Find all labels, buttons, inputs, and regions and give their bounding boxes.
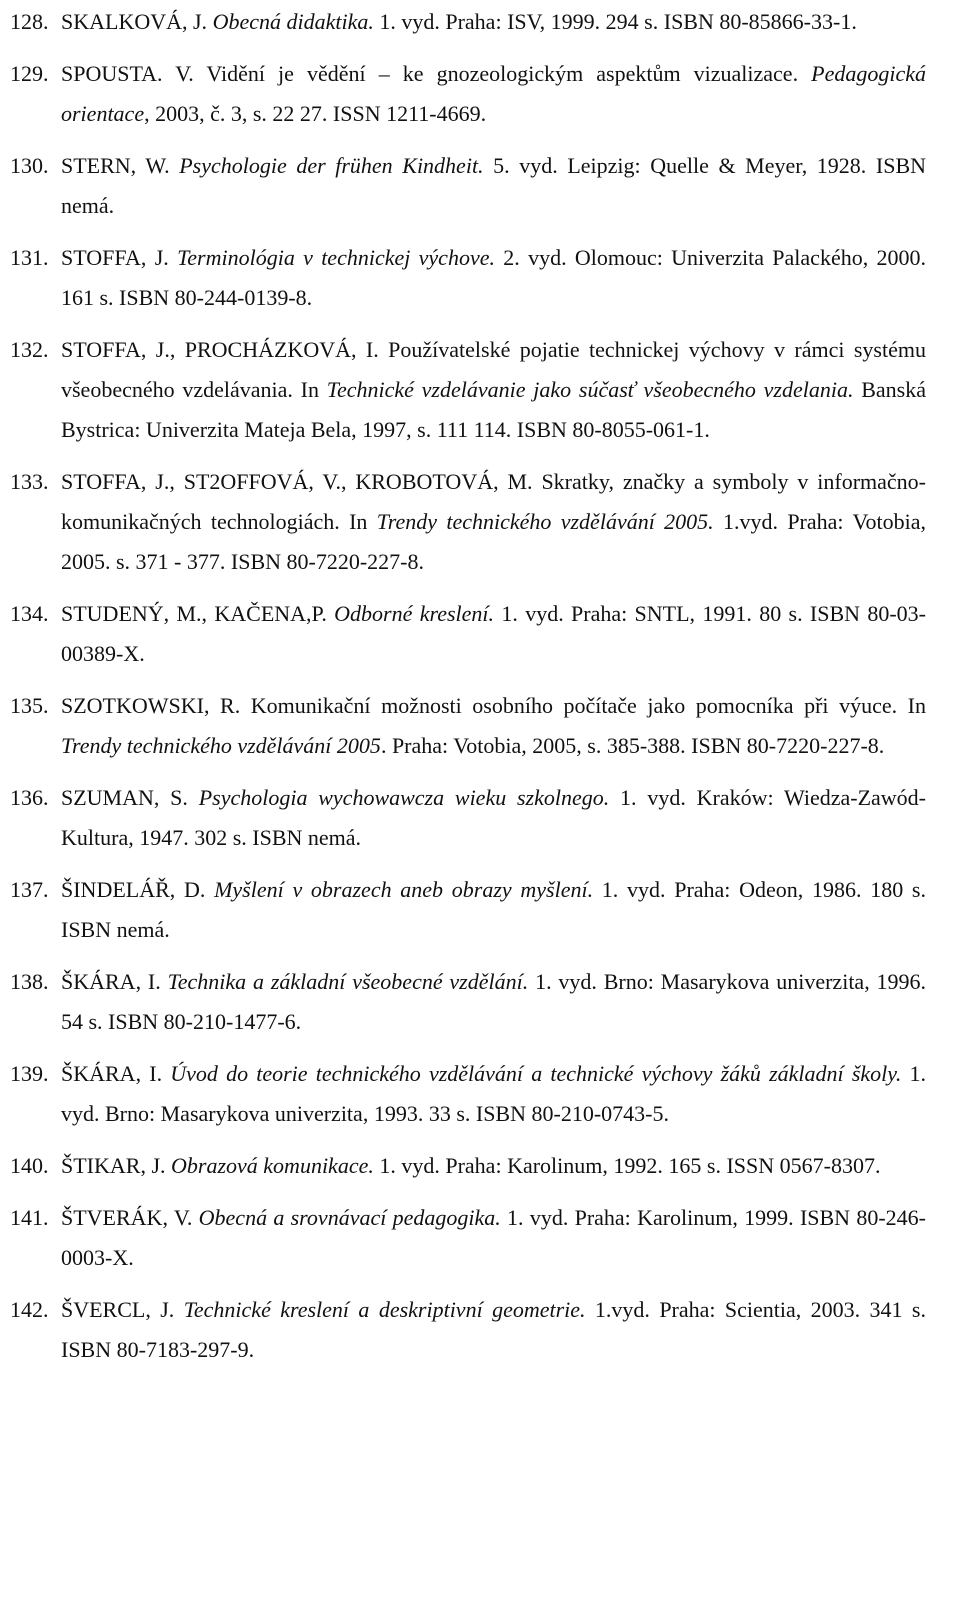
reference-lead: SKALKOVÁ, J. xyxy=(61,9,213,34)
reference-item xyxy=(10,1290,926,1370)
reference-lead: SPOUSTA. V. Vidění je vědění – ke gnozeologickým aspektům vizualizace. xyxy=(61,61,812,86)
reference-lead: SZUMAN, S. xyxy=(61,785,199,810)
reference-item xyxy=(10,778,926,858)
reference-number: 139. xyxy=(10,1061,49,1086)
reference-title: Obecná a srovnávací pedagogika. xyxy=(198,1205,501,1230)
reference-text xyxy=(61,778,926,858)
reference-text xyxy=(61,870,926,950)
reference-item xyxy=(10,462,926,582)
reference-number: 137. xyxy=(10,877,49,902)
reference-text xyxy=(61,1054,926,1134)
reference-number: 132. xyxy=(10,337,49,362)
reference-title: Pedagogická orientace xyxy=(61,61,926,126)
reference-text xyxy=(61,54,926,134)
reference-title: Obecná didaktika. xyxy=(212,9,374,34)
reference-number: 138. xyxy=(10,969,49,994)
reference-item xyxy=(10,1198,926,1278)
reference-lead: STERN, W. xyxy=(61,153,180,178)
reference-tail: 1. vyd. Praha: SNTL, 1991. 80 s. ISBN 80-03-00389-X. xyxy=(61,601,927,666)
reference-text xyxy=(61,462,926,582)
reference-lead: ŠTVERÁK, V. xyxy=(61,1205,199,1230)
reference-text xyxy=(61,962,926,1042)
reference-lead: STOFFA, J. xyxy=(61,245,178,270)
reference-title: Psychologie der frühen Kindheit. xyxy=(179,153,484,178)
reference-number: 128. xyxy=(10,9,49,34)
reference-title: Terminológia v technickej výchove. xyxy=(177,245,495,270)
reference-tail: 1. vyd. Praha: Karolinum, 1999. ISBN 80-246-0003-X. xyxy=(61,1205,926,1270)
reference-item xyxy=(10,2,926,42)
reference-item xyxy=(10,962,926,1042)
reference-number: 131. xyxy=(10,245,49,270)
reference-title: Obrazová komunikace. xyxy=(171,1153,374,1178)
reference-text xyxy=(61,2,926,42)
reference-number: 136. xyxy=(10,785,49,810)
reference-tail: 1. vyd. Kraków: Wiedza-Zawód-Kultura, 1947. 302 s. ISBN nemá. xyxy=(61,785,926,850)
reference-tail: 5. vyd. Leipzig: Quelle & Meyer, 1928. ISBN nemá. xyxy=(61,153,927,218)
reference-tail: 1.vyd. Praha: Votobia, 2005. s. 371 - 377. ISBN 80-7220-227-8. xyxy=(61,509,926,574)
reference-lead: STOFFA, J., PROCHÁZKOVÁ, I. Používatelské pojatie technickej výchovy v rámci systému všeobecného vzdelávania. In xyxy=(61,337,926,402)
reference-lead: ŠVERCL, J. xyxy=(61,1297,184,1322)
reference-number: 141. xyxy=(10,1205,49,1230)
reference-number: 142. xyxy=(10,1297,49,1322)
reference-lead: ŠTIKAR, J. xyxy=(61,1153,172,1178)
reference-tail: 1. vyd. Brno: Masarykova univerzita, 1996. 54 s. ISBN 80-210-1477-6. xyxy=(61,969,927,1034)
reference-number: 134. xyxy=(10,601,49,626)
reference-item xyxy=(10,146,926,226)
reference-title: Myšlení v obrazech aneb obrazy myšlení. xyxy=(214,877,594,902)
reference-tail: 1. vyd. Praha: Odeon, 1986. 180 s. ISBN nemá. xyxy=(61,877,926,942)
reference-title: Trendy technického vzdělávání 2005. xyxy=(376,509,714,534)
reference-item xyxy=(10,870,926,950)
reference-item xyxy=(10,686,926,766)
reference-lead: SZOTKOWSKI, R. Komunikační možnosti osobního počítače jako pomocníka při výuce. In xyxy=(61,693,926,718)
reference-tail: . Praha: Votobia, 2005, s. 385-388. ISBN 80-7220-227-8. xyxy=(380,733,885,758)
reference-lead: ŠKÁRA, I. xyxy=(61,1061,171,1086)
reference-text xyxy=(61,146,926,226)
reference-text xyxy=(61,594,926,674)
reference-title: Úvod do teorie technického vzdělávání a technické výchovy žáků základní školy. xyxy=(170,1061,902,1086)
reference-lead: STUDENÝ, M., KAČENA,P. xyxy=(61,601,335,626)
reference-text xyxy=(61,686,926,766)
reference-text xyxy=(61,1290,926,1370)
reference-title: Odborné kreslení. xyxy=(334,601,495,626)
reference-number: 133. xyxy=(10,469,49,494)
reference-title: Technické kreslení a deskriptivní geometrie. xyxy=(183,1297,586,1322)
reference-title: Technické vzdelávanie jako súčasť všeobecného vzdelania. xyxy=(326,377,854,402)
reference-title: Technika a základní všeobecné vzdělání. xyxy=(167,969,529,994)
reference-tail: 1. vyd. Praha: Karolinum, 1992. 165 s. ISSN 0567-8307. xyxy=(373,1153,881,1178)
reference-lead: ŠKÁRA, I. xyxy=(61,969,168,994)
reference-tail: 1.vyd. Praha: Scientia, 2003. 341 s. ISBN 80-7183-297-9. xyxy=(61,1297,926,1362)
reference-tail: 1. vyd. Brno: Masarykova univerzita, 1993. 33 s. ISBN 80-210-0743-5. xyxy=(61,1061,927,1126)
reference-text xyxy=(61,238,926,318)
reference-number: 135. xyxy=(10,693,49,718)
reference-tail: Banská Bystrica: Univerzita Mateja Bela, 1997, s. 111 114. ISBN 80-8055-061-1. xyxy=(61,377,927,442)
reference-tail: , 2003, č. 3, s. 22 27. ISSN 1211-4669. xyxy=(144,101,487,126)
reference-title: Psychologia wychowawcza wieku szkolnego. xyxy=(198,785,610,810)
reference-lead: ŠINDELÁŘ, D. xyxy=(61,877,215,902)
reference-number: 130. xyxy=(10,153,49,178)
reference-text xyxy=(61,330,926,450)
reference-item xyxy=(10,330,926,450)
reference-lead: STOFFA, J., ST2OFFOVÁ, V., KROBOTOVÁ, M. Skratky, značky a symboly v informačno-komunikačných technologiách. In xyxy=(61,469,926,534)
reference-item xyxy=(10,594,926,674)
reference-number: 140. xyxy=(10,1153,49,1178)
reference-item xyxy=(10,238,926,318)
reference-list xyxy=(10,2,926,1370)
reference-text xyxy=(61,1146,926,1186)
reference-tail: 2. vyd. Olomouc: Univerzita Palackého, 2000. 161 s. ISBN 80-244-0139-8. xyxy=(61,245,927,310)
reference-item xyxy=(10,1146,926,1186)
reference-tail: 1. vyd. Praha: ISV, 1999. 294 s. ISBN 80-85866-33-1. xyxy=(373,9,857,34)
reference-item xyxy=(10,54,926,134)
reference-number: 129. xyxy=(10,61,49,86)
reference-title: Trendy technického vzdělávání 2005 xyxy=(61,733,381,758)
reference-text xyxy=(61,1198,926,1278)
reference-item xyxy=(10,1054,926,1134)
